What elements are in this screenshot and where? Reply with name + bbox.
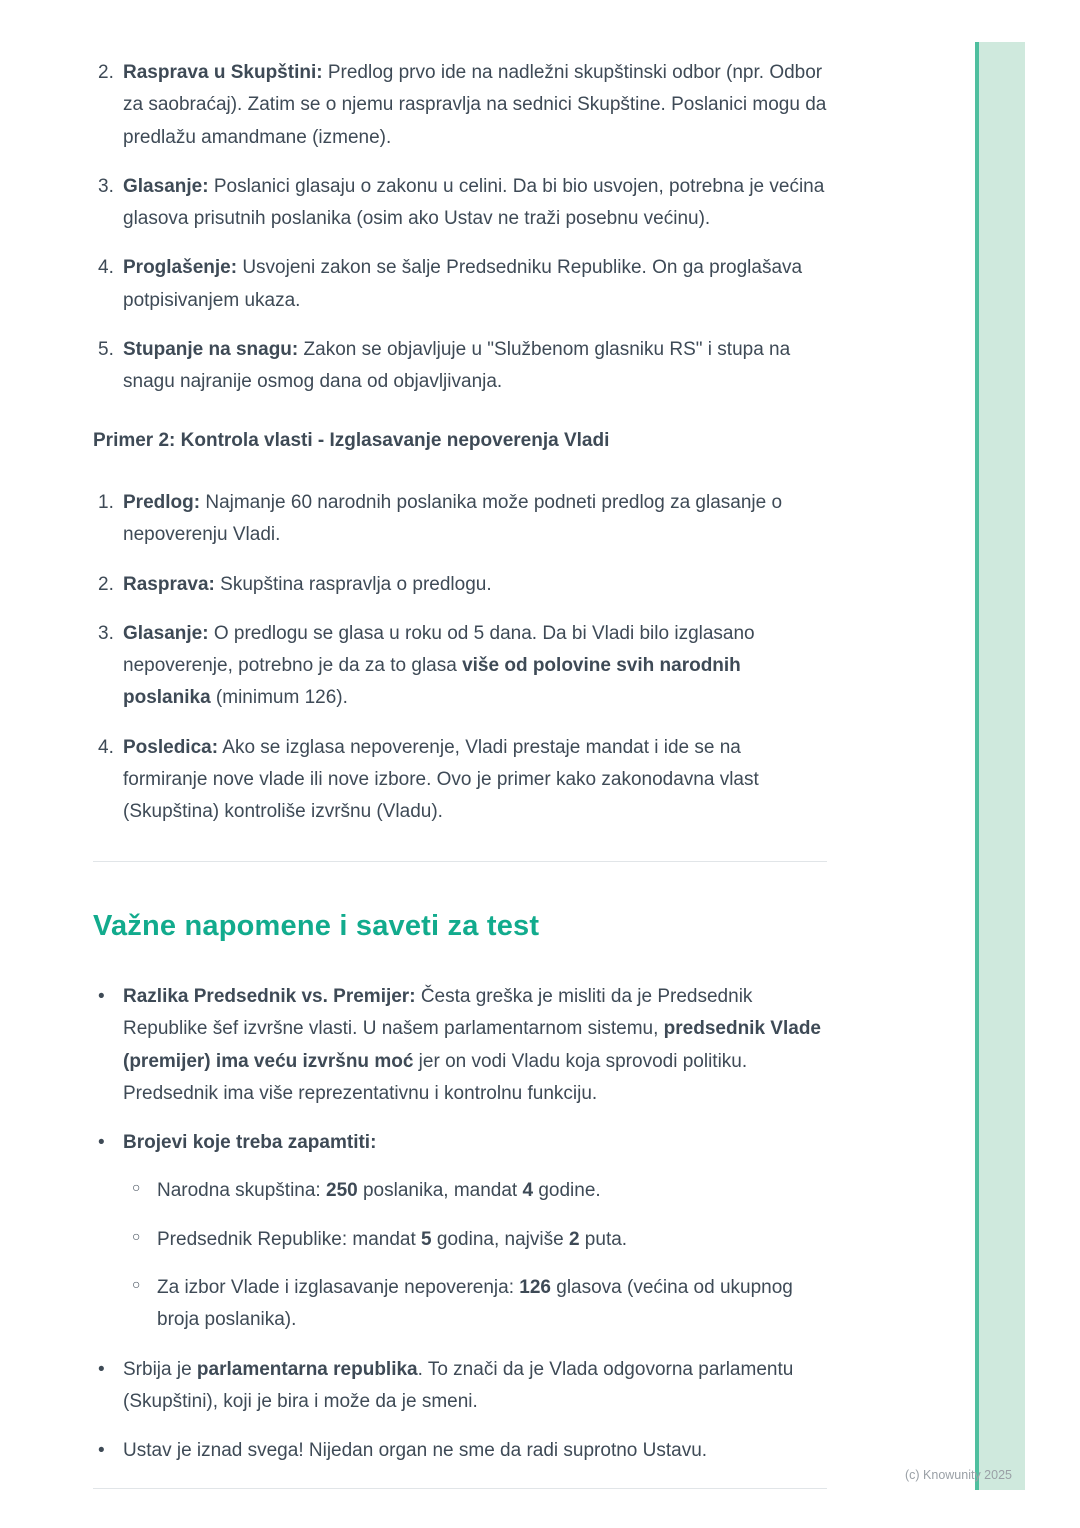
bold-text: Predlog: <box>123 491 201 513</box>
ordered-list <box>93 57 827 399</box>
text-run: godina, najviše <box>431 1228 569 1250</box>
list-item <box>93 1354 827 1419</box>
ordered-list <box>93 487 827 829</box>
text-run: godine. <box>533 1180 601 1202</box>
text-run: Predlog prvo ide na nadležni skupštinski odbor (npr. Odbor za saobraćaj). Zatim se o njemu raspravlja na sednici Skupštine. Poslanici mogu da predlažu amandmane (izmene). <box>123 62 827 148</box>
list-item <box>123 1175 827 1207</box>
list-item <box>93 569 827 601</box>
circle-bullet-icon: ○ <box>132 1179 141 1196</box>
bold-text: 126 <box>519 1277 551 1299</box>
list-text <box>123 257 802 310</box>
bold-text: predsednik Vlade (premijer) ima veću izvršnu moć <box>123 1018 821 1072</box>
bold-text: Rasprava: <box>123 573 215 595</box>
decorative-stripe <box>975 42 1025 1490</box>
list-text <box>123 1440 707 1461</box>
list-text <box>123 1359 793 1412</box>
text-run: puta. <box>579 1228 628 1250</box>
list-text <box>123 176 824 229</box>
bold-text: Glasanje: <box>123 622 209 644</box>
list-text <box>123 339 790 392</box>
bullet-icon: • <box>98 1440 105 1462</box>
list-item <box>93 171 827 236</box>
sub-list <box>123 1175 827 1336</box>
bold-text: parlamentarna republika <box>196 1358 418 1380</box>
list-text <box>157 1229 627 1250</box>
list-text <box>123 1132 376 1153</box>
text-run: O predlogu se glasa u roku od 5 dana. Da bi Vladi bilo izglasano nepoverenje, potrebno je da za to glasa <box>123 622 755 677</box>
text-run: Ako se izglasa nepoverenje, Vladi prestaje mandat i ide se na formiranje nove vlade ili nove izbore. Ovo je primer kako zakonodavna vlast (Skupština) kontroliše izvršnu (Vladu). <box>123 736 759 823</box>
bullet-icon: • <box>98 985 105 1007</box>
list-number: 2. <box>98 573 114 595</box>
text-run: Česta greška je misliti da je Predsednik Republike šef izvršne vlasti. U našem parlamentarnom sistemu, <box>123 985 753 1040</box>
text-run: Poslanici glasaju o zakonu u celini. Da bi bio usvojen, potrebna je većina glasova prisutnih poslanika (osim ako Ustav ne traži posebnu većinu). <box>123 175 825 230</box>
text-run: Usvojeni zakon se šalje Predsedniku Republike. On ga proglašava potpisivanjem ukaza. <box>123 257 803 311</box>
text-run: Predsednik Republike: mandat <box>157 1228 422 1250</box>
list-number: 3. <box>98 175 114 197</box>
list-text <box>157 1180 601 1201</box>
list-number: 5. <box>98 339 114 361</box>
footer-divider <box>93 1488 827 1489</box>
list-text <box>123 492 782 545</box>
bold-text: Posledica: <box>123 736 219 758</box>
bold-text: Brojevi koje treba zapamtiti: <box>123 1132 377 1154</box>
text-run: (minimum 126). <box>210 687 348 709</box>
bold-text: Proglašenje: <box>123 257 238 279</box>
bold-text: Primer 2: Kontrola vlasti - Izglasavanje nepoverenja Vladi <box>93 429 610 451</box>
text-run: Srbija je <box>123 1358 197 1380</box>
text-run: jer on vodi Vladu koja sprovodi politiku. Predsednik ima više reprezentativnu i kontrolnu funkciju. <box>123 1050 748 1104</box>
bold-text: više od polovine svih narodnih poslanika <box>123 655 741 709</box>
text-run: poslanika, mandat <box>357 1180 523 1202</box>
text-run: Narodna skupština: <box>157 1180 326 1202</box>
list-item <box>123 1272 827 1337</box>
text-run: . To znači da je Vlada odgovorna parlamentu (Skupštini), koji je bira i može da je smeni. <box>123 1358 794 1412</box>
list-item <box>93 618 827 715</box>
bold-text: Stupanje na snagu: <box>123 339 299 361</box>
list-number: 2. <box>98 62 114 83</box>
bold-text: Glasanje: <box>123 175 209 197</box>
text-run: Zakon se objavljuje u "Službenom glasniku RS" i stupa na snagu najranije osmog dana od objavljivanja. <box>123 339 791 393</box>
list-number: 4. <box>98 736 114 758</box>
list-item <box>93 334 827 399</box>
bold-text: Razlika Predsednik vs. Premijer: <box>123 985 416 1007</box>
circle-bullet-icon: ○ <box>132 1227 141 1244</box>
watermark: (c) Knowunity 2025 <box>904 1468 1012 1482</box>
text-run: Ustav je iznad svega! Nijedan organ ne sme da radi suprotno Ustavu. <box>123 1440 708 1462</box>
section-heading: Važne napomene i saveti za test <box>93 909 540 942</box>
list-number: 4. <box>98 257 114 279</box>
list-item <box>93 252 827 317</box>
bullet-icon: • <box>98 1358 105 1380</box>
list-item <box>93 1127 827 1336</box>
bold-text: Rasprava u Skupštini: <box>123 62 323 83</box>
text-run: Skupština raspravlja o predlogu. <box>214 573 492 595</box>
list-text <box>157 1277 793 1330</box>
list-text <box>123 737 759 823</box>
list-item <box>93 57 827 154</box>
list-item <box>93 981 827 1110</box>
list-item <box>93 487 827 552</box>
divider <box>93 861 827 862</box>
list-text <box>123 62 826 148</box>
document-content <box>93 57 827 1494</box>
circle-bullet-icon: ○ <box>132 1276 141 1293</box>
text-run: glasova (većina od ukupnog broja poslanika). <box>157 1277 793 1331</box>
list-item <box>93 732 827 829</box>
list-number: 1. <box>98 491 114 513</box>
bold-text: 4 <box>522 1180 534 1202</box>
text-run: Za izbor Vlade i izglasavanje nepoverenja: <box>157 1277 520 1299</box>
list-item <box>93 1435 827 1467</box>
paragraph-bold <box>93 425 827 457</box>
bullet-list <box>93 981 827 1468</box>
list-number: 3. <box>98 622 114 644</box>
bold-text: 5 <box>421 1228 432 1250</box>
bullet-icon: • <box>98 1132 105 1154</box>
list-item <box>123 1224 827 1256</box>
text-run: Najmanje 60 narodnih poslanika može podneti predlog za glasanje o nepoverenju Vladi. <box>123 491 783 546</box>
bold-text: 2 <box>568 1228 580 1250</box>
list-text <box>123 623 755 709</box>
list-text <box>123 986 821 1104</box>
list-text <box>123 574 492 595</box>
bold-text: 250 <box>326 1180 358 1202</box>
